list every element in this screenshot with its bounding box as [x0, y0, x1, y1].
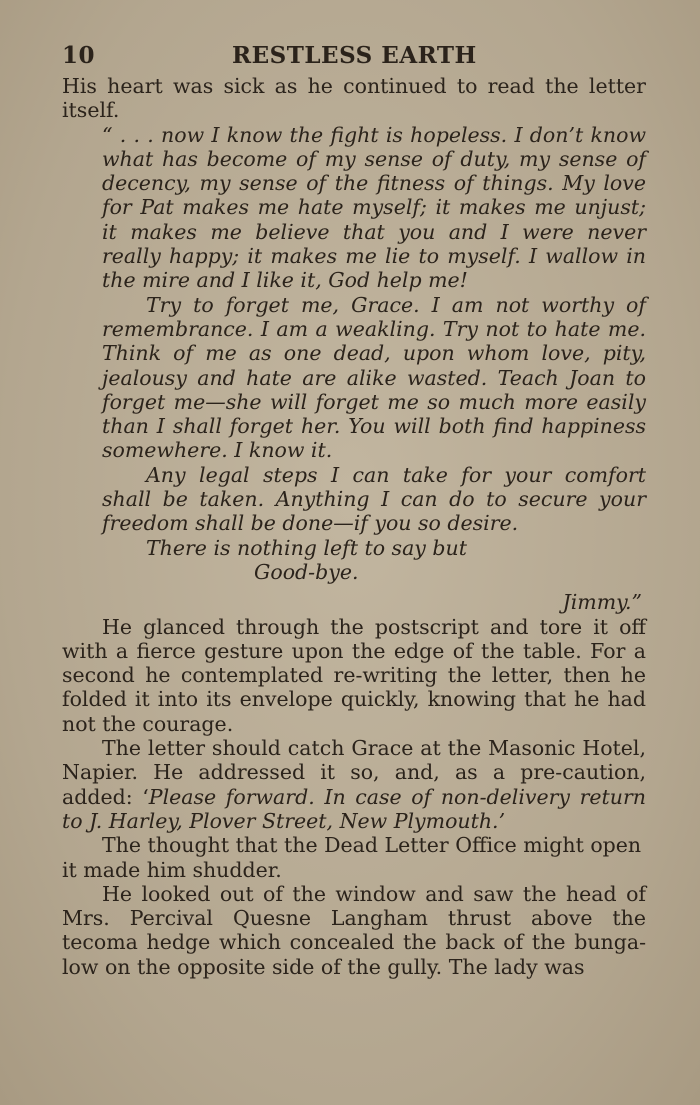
letter-paragraph: Any legal steps I can take for your comfort shall be taken. Anything I can do to secure your freedom shall be done—if you so desire. — [102, 462, 646, 536]
body-text — [62, 74, 646, 979]
paragraph-text: The letter should catch Grace at the Masonic Hotel, Napier. He addressed it so, and, as a pre-caution, added: ‘ — [62, 736, 646, 809]
letter-paragraph: Try to forget me, Grace. I am not worthy of remembrance. I am a weakling. Try not to hate me. Think of me as one dead, upon whom love, pity, jealousy and hate are alike wasted. Teach Joan to forget me—she will forget me so much more easily than I shall forget her. You will both find happiness somewhere. I know it. — [102, 292, 646, 463]
letter-closing: There is nothing left to say but — [146, 535, 467, 560]
page-number: 10 — [62, 42, 96, 69]
page-header — [62, 42, 646, 74]
letter-goodbye: Good-bye. — [254, 559, 359, 584]
paragraph — [62, 736, 646, 833]
paragraph: His heart was sick as he continued to read the letter itself. — [62, 74, 646, 123]
letter-signature: Jimmy.” — [562, 590, 642, 615]
paragraph: He looked out of the window and saw the head of Mrs. Percival Quesne Langham thrust above the tecoma hedge which concealed the back of the bunga-low on the opposite side of the gully. The lady was — [62, 881, 646, 979]
running-head: RESTLESS EARTH — [232, 42, 477, 69]
paragraph: The thought that the Dead Letter Office might open it made him shudder. — [62, 833, 642, 882]
paragraph-italic-text: Please forward. In case of non-delivery return to J. Harley, Plover Street, New Plymouth.’ — [62, 784, 646, 833]
letter-quote — [62, 123, 646, 615]
letter-paragraph: “ . . . now I know the fight is hopeless. I don’t know what has become of my sense of duty, my sense of decency, my sense of the fitness of things. My love for Pat makes me hate myself; it makes me unjust; it makes me believe that you and I were never really happy; it makes me lie to myself. I wallow in the mire and I like it, God help me! — [102, 122, 646, 293]
paragraph: He glanced through the postscript and tore it off with a fierce gesture upon the edge of the table. For a second he contemplated re-writing the letter, then he folded it into its envelope quickly, knowing that he had not the courage. — [62, 614, 646, 736]
